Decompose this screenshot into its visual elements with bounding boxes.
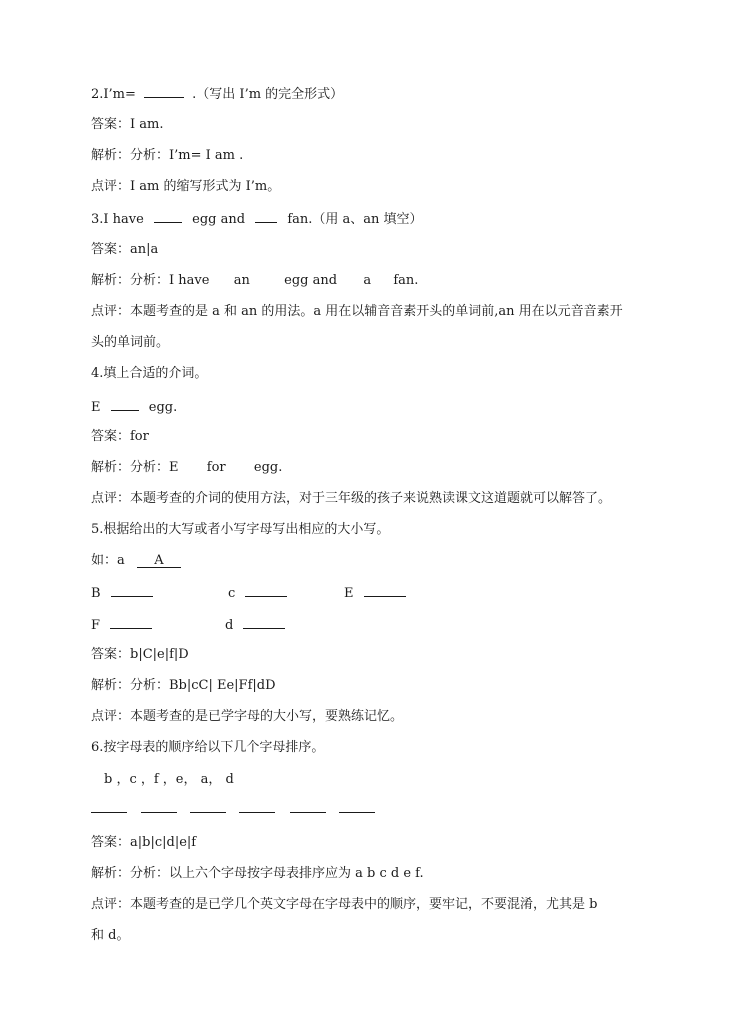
q5-answer: 答案：b|C|e|f|D (91, 647, 189, 662)
q4-analysis-pre: 解析：分析：E (91, 460, 179, 475)
q6-answer: 答案：a|b|c|d|e|f (91, 835, 197, 850)
q3-blank-1[interactable] (154, 209, 182, 223)
q5-analysis: 解析：分析：Bb|cC| Ee|Ff|dD (91, 678, 276, 693)
q5-blank[interactable] (243, 615, 285, 629)
q4-analysis-post: egg. (253, 460, 283, 475)
q5-letter: E (344, 586, 354, 601)
q4-comment: 点评：本题考查的介词的使用方法，对于三年级的孩子来说熟读课文这道题就可以解答了。 (91, 491, 612, 506)
q5-blank[interactable] (245, 583, 287, 597)
q5-example-pre: 如：a (91, 553, 125, 568)
q6-blank-5[interactable] (290, 812, 326, 813)
q4-stem: 4.填上合适的介词。 (91, 366, 208, 381)
q5-blank[interactable] (111, 583, 153, 597)
q2-stem-post: .（写出 I’m 的完全形式） (192, 87, 344, 102)
q3-stem (91, 209, 423, 229)
q2-stem-pre: 2.I’m= (91, 87, 136, 102)
q3-comment-line-1: 点评：本题考查的是 a 和 an 的用法。a 用在以辅音音素开头的单词前,an 用在以元音音素开 (91, 304, 623, 319)
q2-blank[interactable] (144, 84, 184, 98)
q5-letter: B (91, 586, 101, 601)
q5-row1-item-3 (344, 583, 406, 603)
q4-analysis-word: for (206, 460, 226, 475)
q4-answer: 答案：for (91, 429, 149, 444)
q6-comment-line-1: 点评：本题考查的是已学几个英文字母在字母表中的顺序，要牢记，不要混淆，尤其是 b (91, 897, 598, 912)
q4-line-post: egg. (148, 400, 178, 415)
q5-blank[interactable] (364, 583, 406, 597)
q3-blank-2[interactable] (255, 209, 277, 223)
q6-blank-6[interactable] (339, 812, 375, 813)
q2-answer: 答案：I am. (91, 117, 164, 132)
q3-stem-a: 3.I have (91, 212, 144, 227)
q5-example (91, 552, 181, 570)
q3-answer: 答案：an|a (91, 242, 159, 257)
q2-analysis: 解析：分析：I’m= I am . (91, 148, 244, 163)
q5-example-answer: A (137, 554, 181, 568)
q5-comment: 点评：本题考查的是已学字母的大小写，要熟练记忆。 (91, 709, 404, 724)
q4-line (91, 397, 177, 417)
q2-stem (91, 84, 343, 104)
q5-row1-item-2 (228, 583, 287, 603)
q5-letter: d (225, 618, 234, 633)
q5-stem: 5.根据给出的大写或者小写字母写出相应的大小写。 (91, 522, 390, 537)
q5-letter: c (228, 586, 236, 601)
q5-row-1 (91, 583, 691, 601)
q6-letters: b ，c ，f ，e， a， d (104, 772, 234, 787)
q6-comment-line-2: 和 d。 (91, 928, 130, 943)
q6-blank-2[interactable] (141, 812, 177, 813)
q5-row2-item-2 (225, 615, 285, 635)
q3-analysis-word-2: a (363, 273, 372, 288)
q5-blank[interactable] (110, 615, 152, 629)
q6-analysis: 解析：分析：以上六个字母按字母表排序应为 a b c d e f. (91, 866, 424, 881)
q4-line-pre: E (91, 400, 101, 415)
q6-blank-4[interactable] (239, 812, 275, 813)
q4-blank[interactable] (111, 397, 139, 411)
q3-analysis-word-1: an (233, 273, 250, 288)
q3-analysis-mid: egg and (284, 273, 338, 288)
q3-stem-c: fan.（用 a、an 填空） (287, 212, 423, 227)
q2-comment: 点评：I am 的缩写形式为 I’m。 (91, 179, 281, 194)
q3-analysis (91, 272, 418, 290)
q3-stem-b: egg and (192, 212, 246, 227)
q6-stem: 6.按字母表的顺序给以下几个字母排序。 (91, 740, 325, 755)
q6-blank-3[interactable] (190, 812, 226, 813)
q3-analysis-pre: 解析：分析：I have (91, 273, 210, 288)
q5-row-2 (91, 615, 691, 633)
q4-analysis (91, 459, 282, 477)
q5-row2-item-1 (91, 615, 152, 635)
q5-row1-item-1 (91, 583, 153, 603)
q3-comment-line-2: 头的单词前。 (91, 335, 170, 350)
q6-blank-1[interactable] (91, 812, 127, 813)
q5-letter: F (91, 618, 101, 633)
q3-analysis-post: fan. (393, 273, 419, 288)
